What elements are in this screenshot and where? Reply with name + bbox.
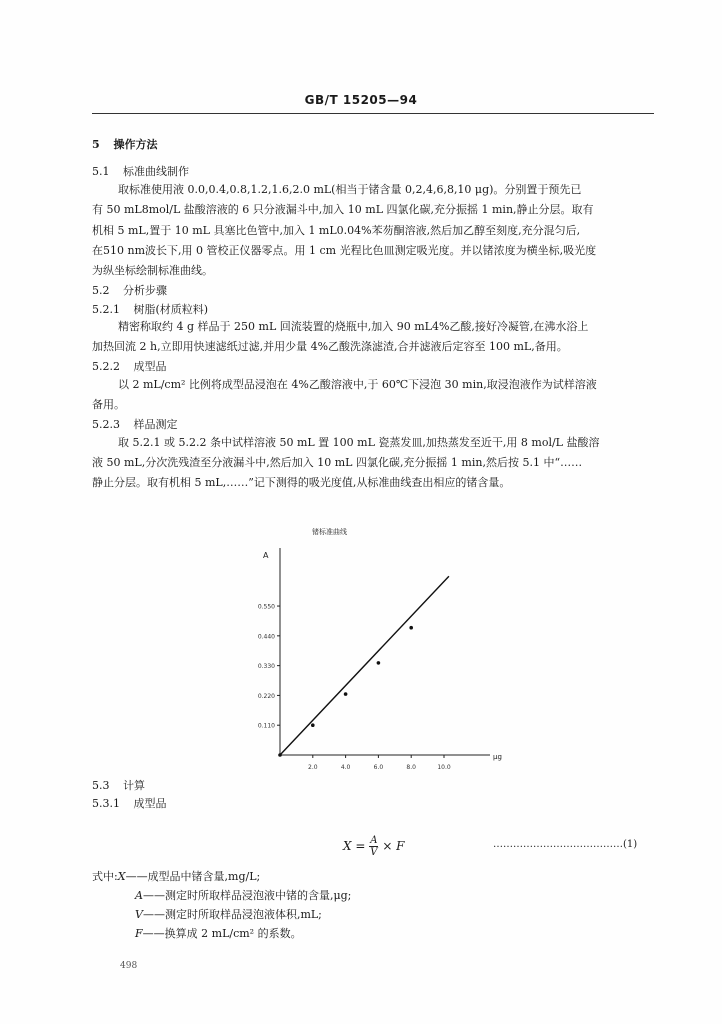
where-item-v <box>135 908 322 922</box>
s51-line-4: 在510 nm波长下,用 0 管校正仪器零点。用 1 cm 光程比色皿测定吸光度。并以锗浓度为横坐标,吸光度 <box>92 244 597 257</box>
s522-line-1: 以 2 mL/cm² 比例将成型品浸泡在 4%乙酸溶液中,于 60℃下浸泡 30 min,取浸泡液作为试样溶液 <box>118 378 597 391</box>
section-5-2-3-title: 样品测定 <box>133 418 178 431</box>
section-5-heading <box>92 138 158 152</box>
page-header: GB/T 15205—94 <box>304 93 418 107</box>
x-axis-label: μg <box>493 753 502 761</box>
formula-numerator: A <box>370 835 378 846</box>
s523-line-1: 取 5.2.1 或 5.2.2 条中试样溶液 50 mL 置 100 mL 瓷蒸发皿,加热蒸发至近干,用 8 mol/L 盐酸溶 <box>118 436 600 449</box>
y-tick-label: 0.220 <box>257 692 275 700</box>
y-tick-label: 0.550 <box>257 603 275 611</box>
section-5-number: 5 <box>92 138 100 151</box>
standard-curve-line <box>280 576 449 755</box>
x-tick-label: 10.0 <box>437 764 451 771</box>
x-tick-label: 4.0 <box>340 764 351 771</box>
where-desc-f: ——换算成 2 mL/cm² 的系数。 <box>142 927 302 940</box>
y-tick-label: 0.110 <box>257 722 275 730</box>
header-rule <box>92 113 654 114</box>
data-point <box>344 692 348 696</box>
data-point <box>377 661 381 665</box>
s522-line-2: 备用。 <box>92 398 125 411</box>
formula-denominator: V <box>370 847 378 858</box>
x-tick-label: 2.0 <box>308 764 318 771</box>
y-tick-label: 0.330 <box>257 663 275 671</box>
section-5-2-title: 分析步骤 <box>123 284 167 297</box>
equation-number: …………………………………(1) <box>493 839 638 850</box>
section-5-1-number: 5.1 <box>92 165 110 178</box>
where-desc-a: ——测定时所取样品浸泡液中锗的含量,μg; <box>142 889 352 902</box>
section-5-3-1-number: 5.3.1 <box>92 797 120 810</box>
section-5-2-3-number: 5.2.3 <box>92 418 120 431</box>
s51-line-3: 机相 5 mL,置于 10 mL 具塞比色管中,加入 1 mL0.04%苯芴酮溶液,然后加乙醇至刻度,充分混匀后, <box>92 224 581 237</box>
section-5-1-heading <box>92 165 189 179</box>
where-item-f <box>135 927 302 941</box>
chart-title: 锗标准曲线 <box>312 528 347 536</box>
data-point <box>278 753 282 757</box>
data-point <box>409 626 413 630</box>
section-5-2-heading <box>92 284 167 298</box>
x-tick-label: 6.0 <box>373 764 384 771</box>
formula-rhs: × F <box>382 839 405 853</box>
where-intro: 式中: <box>92 870 118 883</box>
section-5-1-title: 标准曲线制作 <box>123 165 189 178</box>
where-desc-x: ——成型品中锗含量,mg/L; <box>125 870 261 883</box>
where-desc-v: ——测定时所取样品浸泡液体积,mL; <box>142 908 322 921</box>
data-point <box>311 723 315 727</box>
s521-line-2: 加热回流 2 h,立即用快速滤纸过滤,并用少量 4%乙酸洗涤滤渣,合并滤液后定容至 100 mL,备用。 <box>92 340 568 353</box>
s51-line-2: 有 50 mL8mol/L 盐酸溶液的 6 只分液漏斗中,加入 10 mL 四氯化碳,充分振摇 1 min,静止分层。取有 <box>92 203 594 216</box>
s51-line-5: 为纵坐标绘制标准曲线。 <box>92 264 213 277</box>
s523-line-2: 液 50 mL,分次洗残渣至分液漏斗中,然后加入 10 mL 四氯化碳,充分振摇 1 min,然后按 5.1 中“…… <box>92 456 583 469</box>
section-5-2-1-title: 树脂(材质粒料) <box>133 303 209 316</box>
where-item-a <box>135 889 351 903</box>
s51-line-1: 取标准使用液 0.0,0.4,0.8,1.2,1.6,2.0 mL(相当于锗含量 0,2,4,6,8,10 μg)。分别置于预先已 <box>118 183 582 196</box>
section-5-3-1-heading <box>92 797 167 811</box>
x-tick-label: 8.0 <box>406 764 416 771</box>
section-5-2-1-heading <box>92 303 208 317</box>
page-number: 498 <box>120 961 138 971</box>
section-5-2-number: 5.2 <box>92 284 110 297</box>
section-5-3-1-title: 成型品 <box>133 797 167 810</box>
section-5-2-1-number: 5.2.1 <box>92 303 120 316</box>
formula-1 <box>343 834 405 858</box>
where-sym-f: F <box>135 927 143 940</box>
s523-line-3: 静止分层。取有机相 5 mL,……”记下测得的吸光度值,从标准曲线查出相应的锗含量。 <box>92 476 511 489</box>
formula-lhs: X = <box>343 839 366 853</box>
where-item-x <box>92 870 260 884</box>
section-5-2-3-heading <box>92 418 178 432</box>
section-5-2-2-title: 成型品 <box>133 360 167 373</box>
where-sym-v: V <box>135 908 143 921</box>
y-tick-label: 0.440 <box>257 633 275 641</box>
section-5-3-title: 计算 <box>123 779 145 792</box>
where-sym-x: X <box>117 870 126 883</box>
s521-line-1: 精密称取约 4 g 样品于 250 mL 回流装置的烧瓶中,加入 90 mL4%乙酸,接好冷凝管,在沸水浴上 <box>118 320 589 333</box>
section-5-title: 操作方法 <box>113 138 158 151</box>
where-sym-a: A <box>135 889 143 902</box>
y-axis-label: A <box>263 551 269 560</box>
section-5-3-heading <box>92 779 145 793</box>
section-5-2-2-number: 5.2.2 <box>92 360 120 373</box>
section-5-3-number: 5.3 <box>92 779 110 792</box>
formula-fraction <box>369 835 378 858</box>
section-5-2-2-heading <box>92 360 167 374</box>
